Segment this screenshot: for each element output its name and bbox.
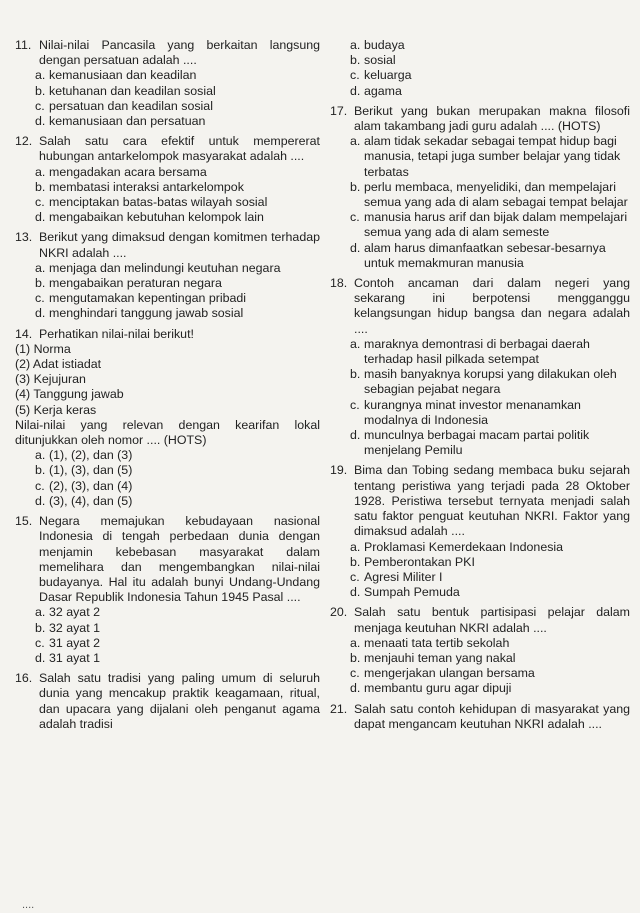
option-letter: c. — [350, 397, 360, 412]
question-text: Salah satu cara efektif untuk mempererat hubungan antarkelompok masyarakat adalah .... — [39, 134, 320, 164]
option-text: (2), (3), dan (4) — [49, 478, 133, 493]
option-text: sosial — [364, 53, 396, 68]
question-text: Contoh ancaman dari dalam negeri yang sekarang ini berpotensi mengganggu kelangsungan hidup bangsa dan negara adalah .... — [354, 276, 630, 336]
option[interactable] — [35, 291, 320, 306]
option-letter: d. — [35, 493, 46, 508]
option-text: menaati tata tertib sekolah — [364, 635, 510, 650]
option-text: budaya — [364, 38, 405, 52]
option-letter: b. — [35, 463, 46, 478]
option-text: membatasi interaksi antarkelompok — [49, 179, 244, 194]
option-text: manusia harus arif dan bijak dalam mempelajari semua yang ada di alam semeste — [364, 210, 628, 240]
question-15 — [15, 514, 320, 666]
option-text: 32 ayat 2 — [49, 605, 100, 620]
option-letter: d. — [350, 240, 361, 255]
option-letter: d. — [35, 650, 46, 665]
option-text: agama — [364, 83, 402, 98]
option[interactable] — [35, 180, 320, 195]
option-letter: c. — [35, 478, 45, 493]
option-text: keluarga — [364, 68, 412, 83]
page-ellipsis: .... — [22, 899, 35, 911]
option-letter: c. — [35, 291, 45, 306]
option[interactable] — [350, 681, 630, 696]
option-letter: b. — [35, 620, 46, 635]
option-letter: a. — [350, 38, 361, 52]
option-text: mengabaikan peraturan negara — [49, 276, 222, 291]
option[interactable] — [35, 114, 320, 129]
option-letter: d. — [35, 306, 46, 321]
option-letter: a. — [350, 336, 361, 351]
option-letter: b. — [35, 83, 46, 98]
question-number: 16. — [15, 671, 33, 686]
option-letter: a. — [35, 605, 46, 620]
option-text: munculnya berbagai macam partai politik menjelang Pemilu — [364, 428, 590, 458]
option[interactable] — [35, 621, 320, 636]
list-item: (2) Adat istiadat — [15, 357, 102, 372]
option[interactable] — [35, 195, 320, 210]
question-text: Berikut yang dimaksud dengan komitmen terhadap NKRI adalah .... — [39, 230, 320, 260]
option[interactable] — [35, 306, 320, 321]
option-letter: a. — [350, 134, 361, 149]
question-stem: Nilai-nilai yang relevan dengan kearifan lokal ditunjukkan oleh nomor .... (HOTS) — [15, 417, 320, 448]
option-text: (1), (3), dan (5) — [49, 463, 133, 478]
option[interactable] — [350, 651, 630, 666]
option-letter: c. — [35, 98, 45, 113]
option-letter: d. — [350, 681, 361, 696]
right-column — [330, 38, 630, 732]
option-text: kurangnya minat investor menanamkan modalnya di Indonesia — [364, 397, 581, 427]
option[interactable] — [35, 494, 320, 509]
left-column — [15, 38, 320, 732]
question-16 — [15, 671, 320, 732]
list-item: (4) Tanggung jawab — [15, 387, 124, 402]
option-text: 32 ayat 1 — [49, 620, 100, 635]
option-letter: a. — [35, 164, 46, 179]
option[interactable] — [350, 337, 630, 367]
option-letter: b. — [350, 179, 361, 194]
list-item: (3) Kejujuran — [15, 372, 86, 387]
option[interactable] — [350, 666, 630, 681]
question-16-options — [330, 38, 630, 99]
option-text: alam harus dimanfaatkan sebesar-besarnya untuk memakmuran manusia — [364, 240, 606, 270]
question-number: 12. — [15, 134, 33, 149]
option-text: alam tidak sekadar sebagai tempat hidup bagi manusia, tetapi juga sumber belajar yang tidak terbatas — [364, 134, 621, 179]
option-letter: b. — [35, 179, 46, 194]
option-letter: d. — [350, 83, 361, 98]
option[interactable] — [350, 636, 630, 651]
option-text: Sumpah Pemuda — [364, 585, 460, 600]
question-20 — [330, 605, 630, 696]
option-letter: b. — [350, 650, 361, 665]
option-letter: a. — [35, 68, 46, 83]
question-number: 21. — [330, 701, 348, 716]
question-text: Negara memajukan kebudayaan nasional Indonesia di tengah perbedaan dunia dengan menjamin kebebasan masyarakat dalam memelihara dan mengembangkan nilai-nilai budayanya. Hal itu adalah bunyi Undang-Undang Dasar Republik Indonesia Tahun 1945 Pasal .... — [39, 514, 320, 605]
option-letter: b. — [350, 554, 361, 569]
question-text: Salah satu tradisi yang paling umum di seluruh dunia yang mencakup praktik keagamaan, ritual, dan upacara yang dijalani oleh penganut agama adalah tradisi — [39, 671, 320, 731]
option[interactable] — [35, 448, 320, 463]
option-text: membantu guru agar dipuji — [364, 681, 512, 696]
option[interactable] — [350, 428, 630, 458]
option[interactable] — [350, 210, 630, 240]
option-letter: d. — [350, 585, 361, 600]
option-text: menjaga dan melindungi keutuhan negara — [49, 260, 281, 275]
option[interactable] — [35, 651, 320, 666]
option-letter: c. — [350, 210, 360, 225]
question-text: Salah satu bentuk partisipasi pelajar dalam menjaga keutuhan NKRI adalah .... — [354, 605, 630, 635]
question-number: 17. — [330, 103, 348, 118]
option-letter: a. — [350, 539, 361, 554]
question-text: Perhatikan nilai-nilai berikut! — [39, 326, 194, 341]
option[interactable] — [35, 605, 320, 620]
option-text: mengabaikan kebutuhan kelompok lain — [49, 210, 264, 225]
option-text: (1), (2), dan (3) — [49, 448, 133, 463]
question-text: Salah satu contoh kehidupan di masyarakat yang dapat mengancam keutuhan NKRI adalah .... — [354, 701, 630, 731]
question-number: 18. — [330, 276, 348, 291]
option[interactable] — [350, 38, 630, 53]
question-text: Nilai-nilai Pancasila yang berkaitan langsung dengan persatuan adalah .... — [39, 38, 320, 68]
option[interactable] — [350, 134, 630, 180]
question-text: Bima dan Tobing sedang membaca buku sejarah tentang peristiwa yang terjadi pada 28 Oktober 1928. Peristiwa tersebut ternyata menjadi salah satu faktor penguat keutuhan NKRI. Faktor yang dimaksud adalah .... — [354, 463, 630, 539]
question-number: 11. — [15, 38, 32, 52]
option[interactable] — [35, 261, 320, 276]
option[interactable] — [350, 68, 630, 83]
question-11 — [15, 38, 320, 129]
question-18 — [330, 276, 630, 458]
option-text: kemanusiaan dan persatuan — [49, 114, 206, 129]
question-12 — [15, 134, 320, 225]
question-21 — [330, 702, 630, 732]
option[interactable] — [35, 99, 320, 114]
question-17 — [330, 104, 630, 271]
option-text: mengerjakan ulangan bersama — [364, 666, 535, 681]
option[interactable] — [350, 84, 630, 99]
option[interactable] — [350, 398, 630, 428]
option[interactable] — [350, 555, 630, 570]
option-letter: c. — [350, 569, 360, 584]
question-13 — [15, 230, 320, 321]
option-letter: c. — [35, 635, 45, 650]
option-text: Proklamasi Kemerdekaan Indonesia — [364, 539, 564, 554]
option-text: perlu membaca, menyelidiki, dan mempelajari semua yang ada di alam sebagai tempat belajar — [364, 179, 628, 210]
option[interactable] — [350, 585, 630, 600]
question-number: 14. — [15, 326, 33, 341]
option-letter: a. — [350, 635, 361, 650]
question-number: 15. — [15, 514, 33, 529]
option-text: 31 ayat 2 — [49, 635, 100, 650]
option-text: mengadakan acara bersama — [49, 164, 207, 179]
option-text: menjauhi teman yang nakal — [364, 650, 516, 665]
option-text: Agresi Militer I — [364, 569, 443, 584]
option-text: (3), (4), dan (5) — [49, 493, 133, 508]
option-text: maraknya demontrasi di berbagai daerah terhadap hasil pilkada setempat — [364, 336, 590, 367]
option-letter: d. — [350, 428, 361, 443]
question-text: Berikut yang bukan merupakan makna filosofi alam takambang jadi guru adalah .... (HOTS) — [354, 103, 630, 134]
option-text: ketuhanan dan keadilan sosial — [49, 83, 216, 98]
option-letter: c. — [350, 666, 360, 681]
question-number: 19. — [330, 463, 348, 478]
option-text: masih banyaknya korupsi yang dilakukan oleh sebagian pejabat negara — [364, 367, 617, 397]
option[interactable] — [35, 84, 320, 99]
option-text: kemanusiaan dan keadilan — [49, 68, 197, 83]
option[interactable] — [35, 636, 320, 651]
option-letter: b. — [350, 53, 361, 68]
option-letter: d. — [35, 210, 46, 225]
option-text: persatuan dan keadilan sosial — [49, 98, 213, 113]
question-number: 20. — [330, 605, 348, 620]
option-text: mengutamakan kepentingan pribadi — [49, 291, 247, 306]
question-14 — [15, 327, 320, 509]
option[interactable] — [350, 367, 630, 397]
option[interactable] — [35, 68, 320, 83]
option[interactable] — [35, 210, 320, 225]
option[interactable] — [35, 276, 320, 291]
option-text: menciptakan batas-batas wilayah sosial — [49, 195, 268, 210]
option-letter: c. — [350, 68, 360, 83]
option-text: Pemberontakan PKI — [364, 554, 475, 569]
option-text: menghindari tanggung jawab sosial — [49, 306, 244, 321]
option[interactable] — [35, 165, 320, 180]
option[interactable] — [35, 463, 320, 478]
option-text: 31 ayat 1 — [49, 650, 100, 665]
question-19 — [330, 463, 630, 600]
option[interactable] — [35, 479, 320, 494]
option-letter: c. — [35, 195, 45, 210]
option-letter: a. — [35, 260, 46, 275]
list-item: (5) Kerja keras — [15, 402, 97, 417]
list-item: (1) Norma — [15, 341, 71, 356]
question-number: 13. — [15, 230, 33, 245]
option[interactable] — [350, 570, 630, 585]
option[interactable] — [350, 241, 630, 271]
option[interactable] — [350, 53, 630, 68]
option[interactable] — [350, 540, 630, 555]
option-letter: b. — [35, 276, 46, 291]
option-letter: a. — [35, 448, 46, 463]
option-letter: b. — [350, 367, 361, 382]
option-letter: d. — [35, 114, 46, 129]
option[interactable] — [350, 180, 630, 210]
